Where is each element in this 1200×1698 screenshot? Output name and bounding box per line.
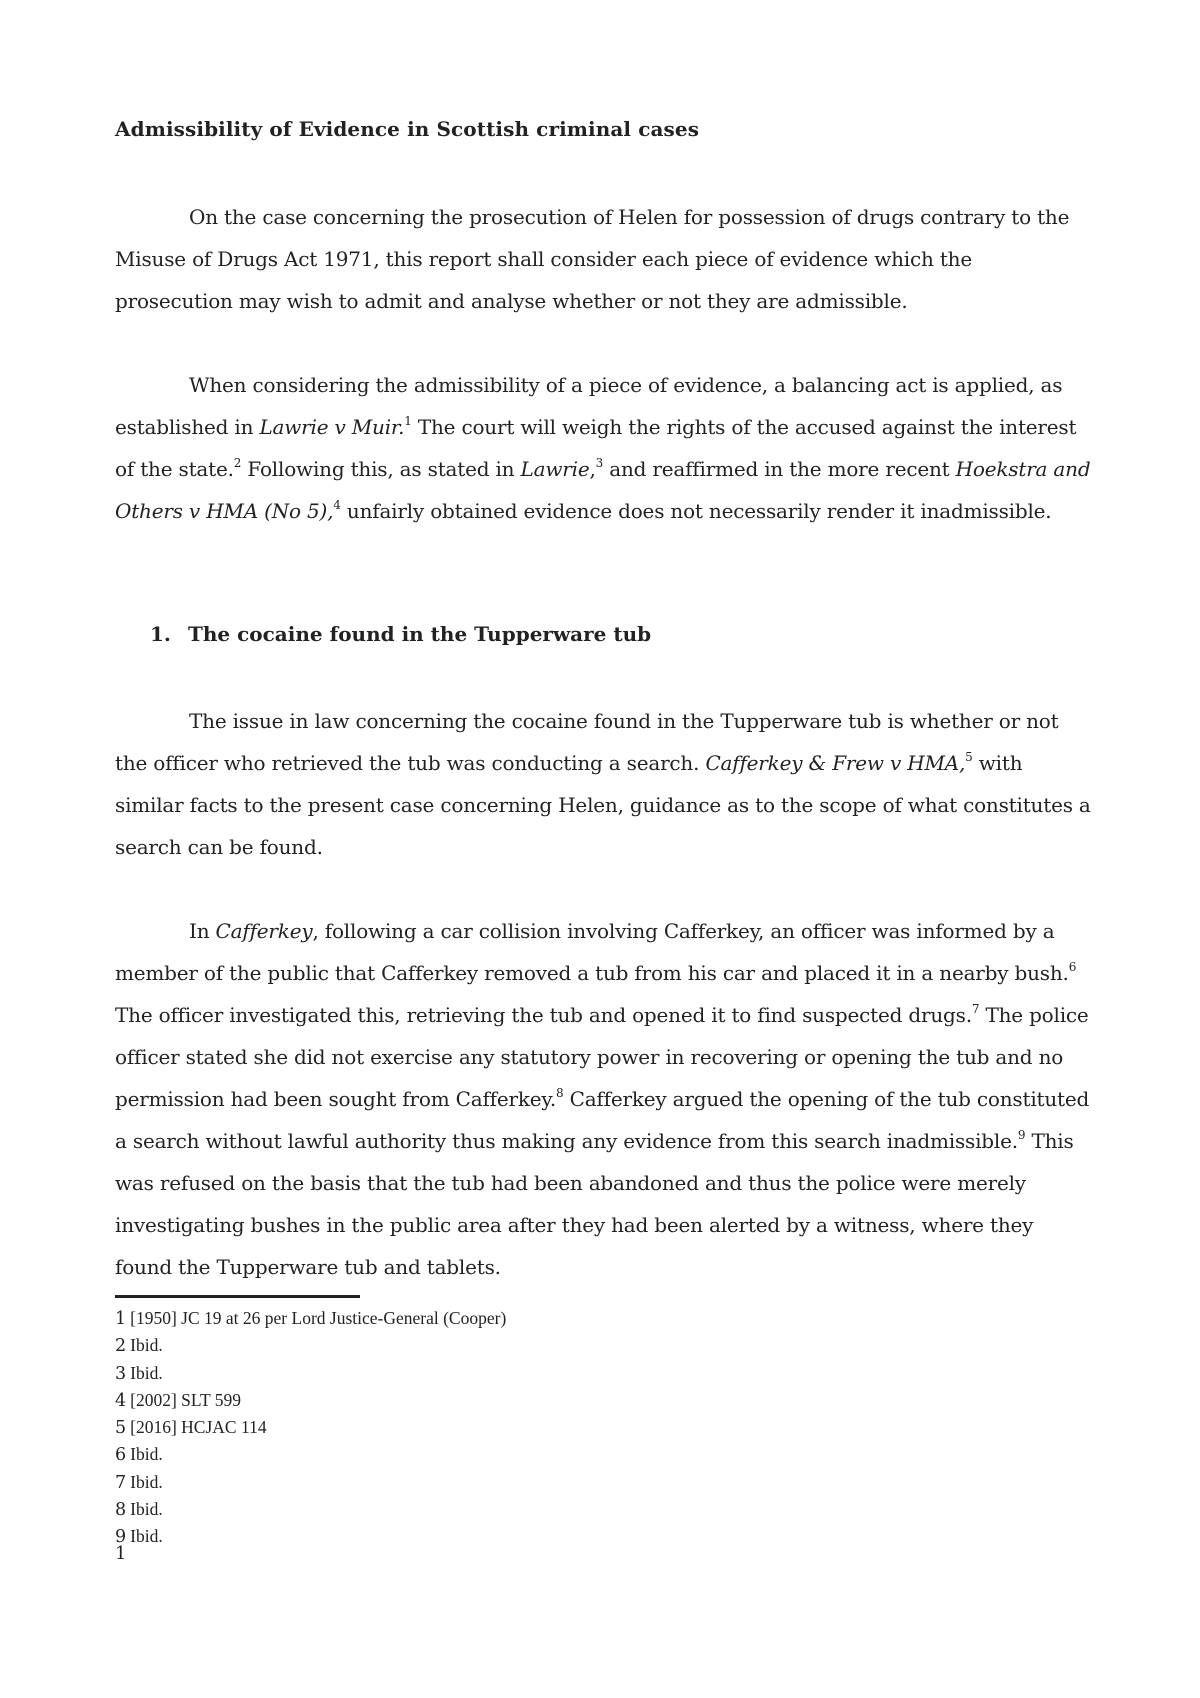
footnote-text: Ibid.: [130, 1471, 163, 1492]
paragraph-text: The police officer stated she did not exercise any statutory power in recovering or opening the tub and no permission had been sought from Cafferkey.: [115, 1003, 1089, 1111]
paragraph-text: The issue in law concerning the cocaine found in the Tupperware tub is whether or not the officer who retrieved the tub was conducting a search.: [115, 709, 1059, 775]
intro-paragraph: [115, 196, 1095, 322]
paragraph-text: When considering the admissibility of a piece of evidence, a balancing act is applied, as established in: [115, 373, 1063, 439]
footnote-ref[interactable]: 4: [333, 498, 341, 512]
footnote-number: 5: [115, 1418, 127, 1439]
paragraph-text: and reaffirmed in the more recent: [603, 457, 956, 481]
section-number: 1.: [150, 622, 171, 646]
footnote-text: Ibid.: [130, 1335, 163, 1356]
paragraph-text: , following a car collision involving Cafferkey, an officer was informed by a member of the public that Cafferkey removed a tub from his car and placed it in a nearby bush.: [115, 919, 1069, 985]
cafferkey-paragraph: [115, 910, 1095, 1288]
footnote-ref[interactable]: 7: [971, 1002, 980, 1016]
footnote-item: [115, 1523, 506, 1550]
footnote-number: 2: [115, 1336, 127, 1357]
footnote-item: [115, 1496, 506, 1523]
paragraph-text: unfairly obtained evidence does not necessarily render it inadmissible.: [340, 499, 1052, 523]
case-citation: Hoekstra and Others v HMA (No 5),: [115, 457, 1091, 523]
case-citation: Lawrie v Muir.: [259, 415, 405, 439]
paragraph-text: Following this, as stated in: [241, 457, 521, 481]
footnote-number: 7: [115, 1472, 127, 1493]
paragraph-text: On the case concerning the prosecution of Helen for possession of drugs contrary to the Misuse of Drugs Act 1971, this report shall consider each piece of evidence which the prosecution may wish to admit and analyse whether or not they are admissible.: [115, 205, 1070, 313]
footnote-ref[interactable]: 6: [1068, 960, 1077, 974]
footnote-text: Ibid.: [130, 1499, 163, 1520]
footnote-ref[interactable]: 5: [965, 750, 973, 764]
footnote-item: [115, 1360, 506, 1387]
paragraph-text: ,: [589, 457, 596, 481]
case-citation: Cafferkey & Frew v HMA,: [705, 751, 966, 775]
footnote-item: [115, 1332, 506, 1359]
page-number: 1: [115, 1543, 127, 1564]
footnotes-list: [115, 1305, 506, 1551]
footnote-ref[interactable]: 8: [556, 1086, 564, 1100]
footnote-ref[interactable]: 2: [233, 456, 242, 470]
footnote-item: [115, 1387, 506, 1414]
footnote-ref[interactable]: 3: [595, 456, 604, 470]
footnote-item: [115, 1305, 506, 1332]
footnote-text: Ibid.: [130, 1444, 163, 1465]
footnote-text: Ibid.: [130, 1526, 163, 1547]
footnote-separator: [115, 1295, 360, 1298]
paragraph-text: with similar facts to the present case concerning Helen, guidance as to the scope of what constitutes a search can be found.: [115, 751, 1091, 859]
footnote-number: 6: [115, 1445, 127, 1466]
paragraph-text: Cafferkey argued the opening of the tub constituted a search without lawful authority thus making any evidence from this search inadmissible.: [115, 1087, 1090, 1153]
footnote-item: [115, 1441, 506, 1468]
footnote-number: 4: [115, 1390, 127, 1411]
footnote-ref[interactable]: 9: [1017, 1128, 1026, 1142]
issue-paragraph: [115, 700, 1095, 868]
balancing-paragraph: [115, 364, 1095, 532]
paragraph-text: The officer investigated this, retrieving the tub and opened it to find suspected drugs.: [115, 1003, 972, 1027]
footnote-text: [2016] HCJAC 114: [130, 1417, 267, 1438]
footnote-number: 8: [115, 1500, 127, 1521]
footnote-text: Ibid.: [130, 1362, 163, 1383]
footnote-ref[interactable]: 1: [404, 414, 412, 428]
footnote-number: 1: [115, 1309, 127, 1329]
section-heading: [150, 622, 651, 646]
footnote-number: 3: [115, 1363, 127, 1384]
case-citation: Cafferkey: [215, 919, 313, 943]
footnote-item: [115, 1414, 506, 1441]
footnote-item: [115, 1469, 506, 1496]
footnote-text: [1950] JC 19 at 26 per Lord Justice-General (Cooper): [130, 1308, 507, 1328]
footnote-text: [2002] SLT 599: [130, 1389, 241, 1410]
paragraph-text: This was refused on the basis that the tub had been abandoned and thus the police were merely investigating bushes in the public area after they had been alerted by a witness, where they found the Tupperware tub and tablets.: [115, 1129, 1074, 1279]
paragraph-text: In: [189, 919, 216, 943]
paragraph-text: The court will weigh the rights of the accused against the interest of the state.: [115, 415, 1077, 481]
case-citation: Lawrie: [520, 457, 590, 481]
document-title: Admissibility of Evidence in Scottish criminal cases: [115, 117, 700, 141]
footnote-number: 9: [115, 1527, 127, 1548]
section-heading-text: The cocaine found in the Tupperware tub: [188, 622, 652, 646]
